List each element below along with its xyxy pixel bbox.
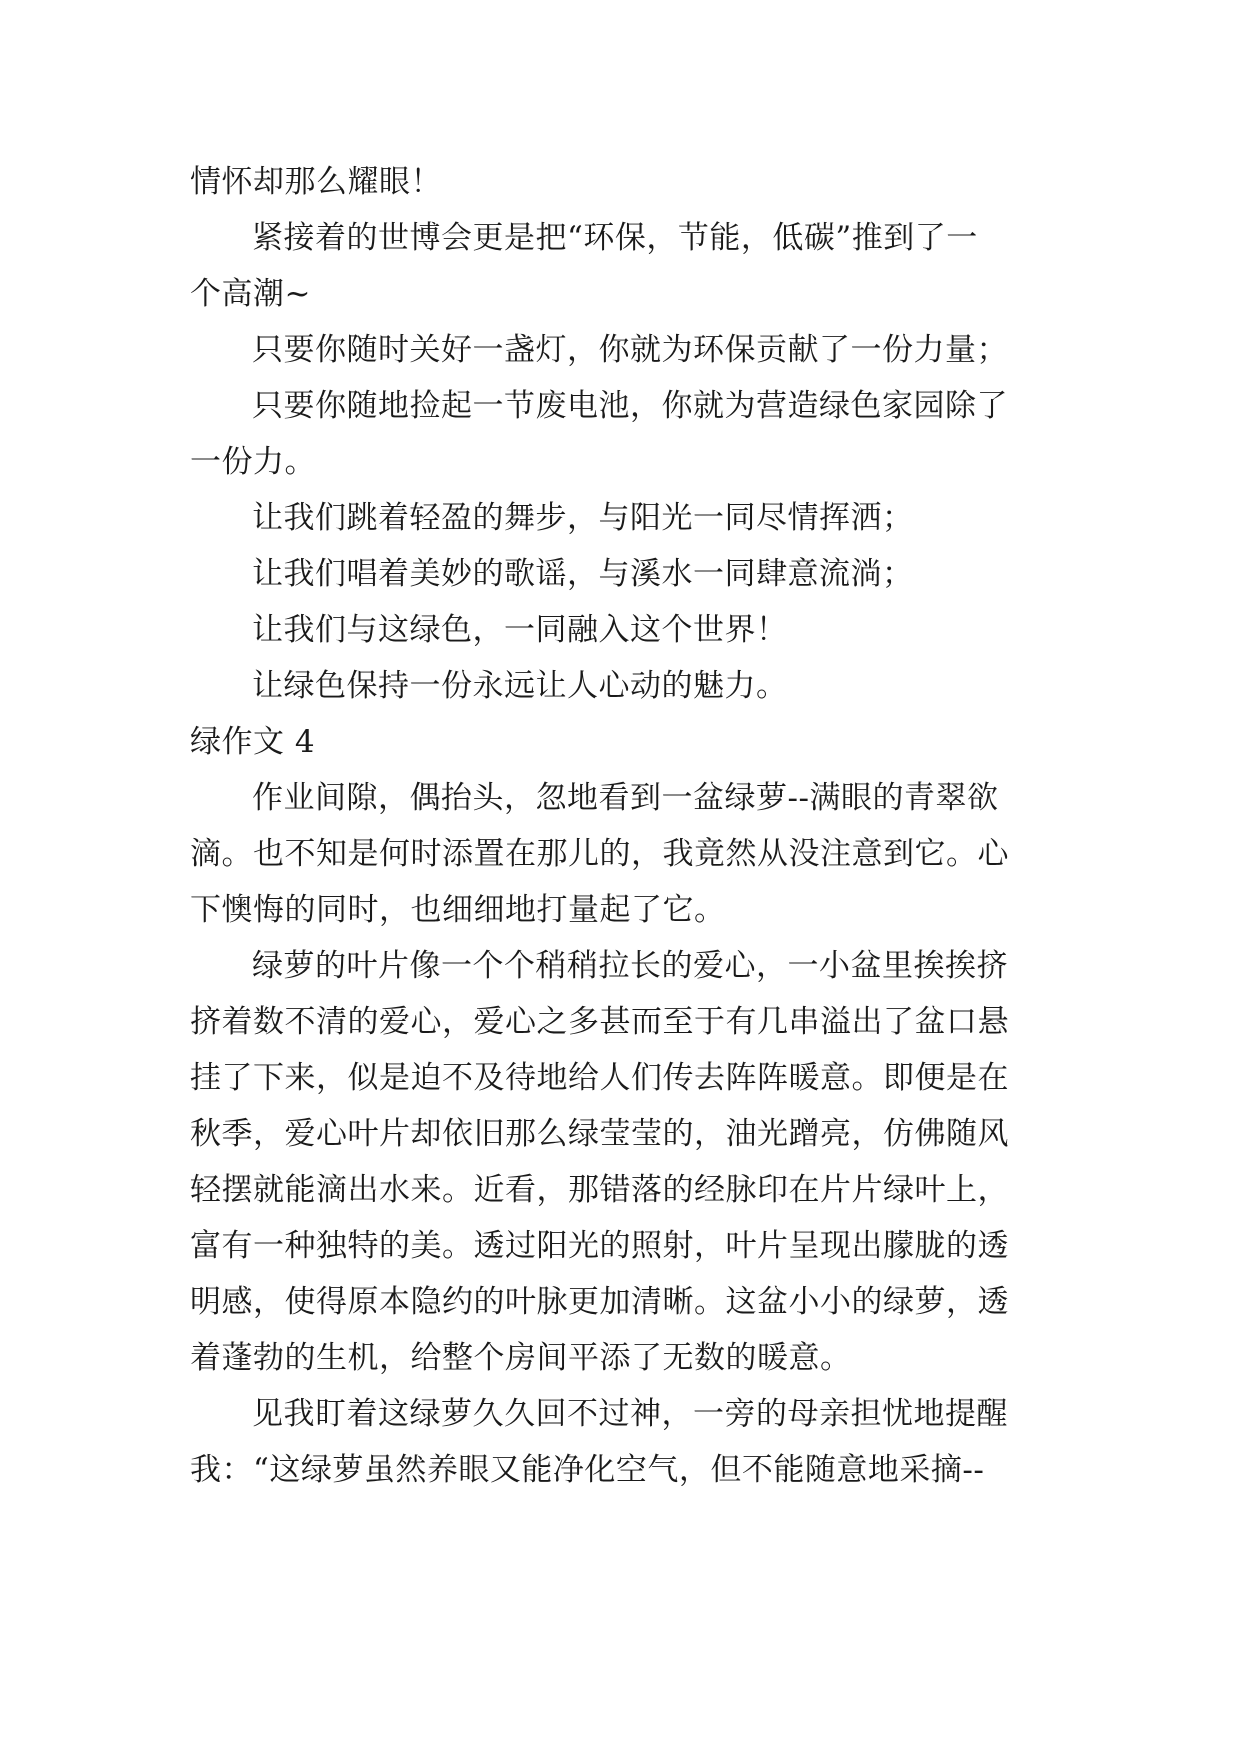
text-line: 秋季，爱心叶片却依旧那么绿莹莹的，油光蹭亮，仿佛随风: [190, 1116, 1009, 1152]
text-line: 个高潮~: [190, 276, 311, 312]
section-heading: 绿作文 4: [190, 724, 316, 760]
text-line: 让我们与这绿色，一同融入这个世界！: [252, 612, 788, 648]
text-line: 挂了下来，似是迫不及待地给人们传去阵阵暖意。即便是在: [190, 1060, 1009, 1096]
text-line: 情怀却那么耀眼！: [190, 164, 442, 200]
text-line: 滴。也不知是何时添置在那儿的，我竟然从没注意到它。心: [190, 836, 1009, 872]
text-line: 见我盯着这绿萝久久回不过神，一旁的母亲担忧地提醒: [252, 1396, 1008, 1432]
text-line: 着蓬勃的生机，给整个房间平添了无数的暖意。: [190, 1340, 852, 1376]
text-line: 只要你随时关好一盏灯，你就为环保贡献了一份力量；: [252, 332, 1008, 368]
text-line: 让我们跳着轻盈的舞步，与阳光一同尽情挥洒；: [252, 500, 914, 536]
text-line: 让绿色保持一份永远让人心动的魅力。: [252, 668, 788, 704]
text-line: 只要你随地捡起一节废电池，你就为营造绿色家园除了: [252, 388, 1008, 424]
text-line: 挤着数不清的爱心，爱心之多甚而至于有几串溢出了盆口悬: [190, 1004, 1009, 1040]
text-line: 紧接着的世博会更是把“环保，节能，低碳”推到了一: [252, 220, 978, 256]
text-line: 作业间隙，偶抬头，忽地看到一盆绿萝--满眼的青翠欲: [252, 780, 999, 816]
text-line: 一份力。: [190, 444, 316, 480]
text-line: 富有一种独特的美。透过阳光的照射，叶片呈现出朦胧的透: [190, 1228, 1009, 1264]
text-line: 轻摆就能滴出水来。近看，那错落的经脉印在片片绿叶上，: [190, 1172, 1009, 1208]
text-line: 绿萝的叶片像一个个稍稍拉长的爱心，一小盆里挨挨挤: [252, 948, 1008, 984]
text-line: 我：“这绿萝虽然养眼又能净化空气，但不能随意地采摘--: [190, 1452, 985, 1488]
text-line: 明感，使得原本隐约的叶脉更加清晰。这盆小小的绿萝，透: [190, 1284, 1009, 1320]
text-line: 下懊悔的同时，也细细地打量起了它。: [190, 892, 726, 928]
text-line: 让我们唱着美妙的歌谣，与溪水一同肆意流淌；: [252, 556, 914, 592]
